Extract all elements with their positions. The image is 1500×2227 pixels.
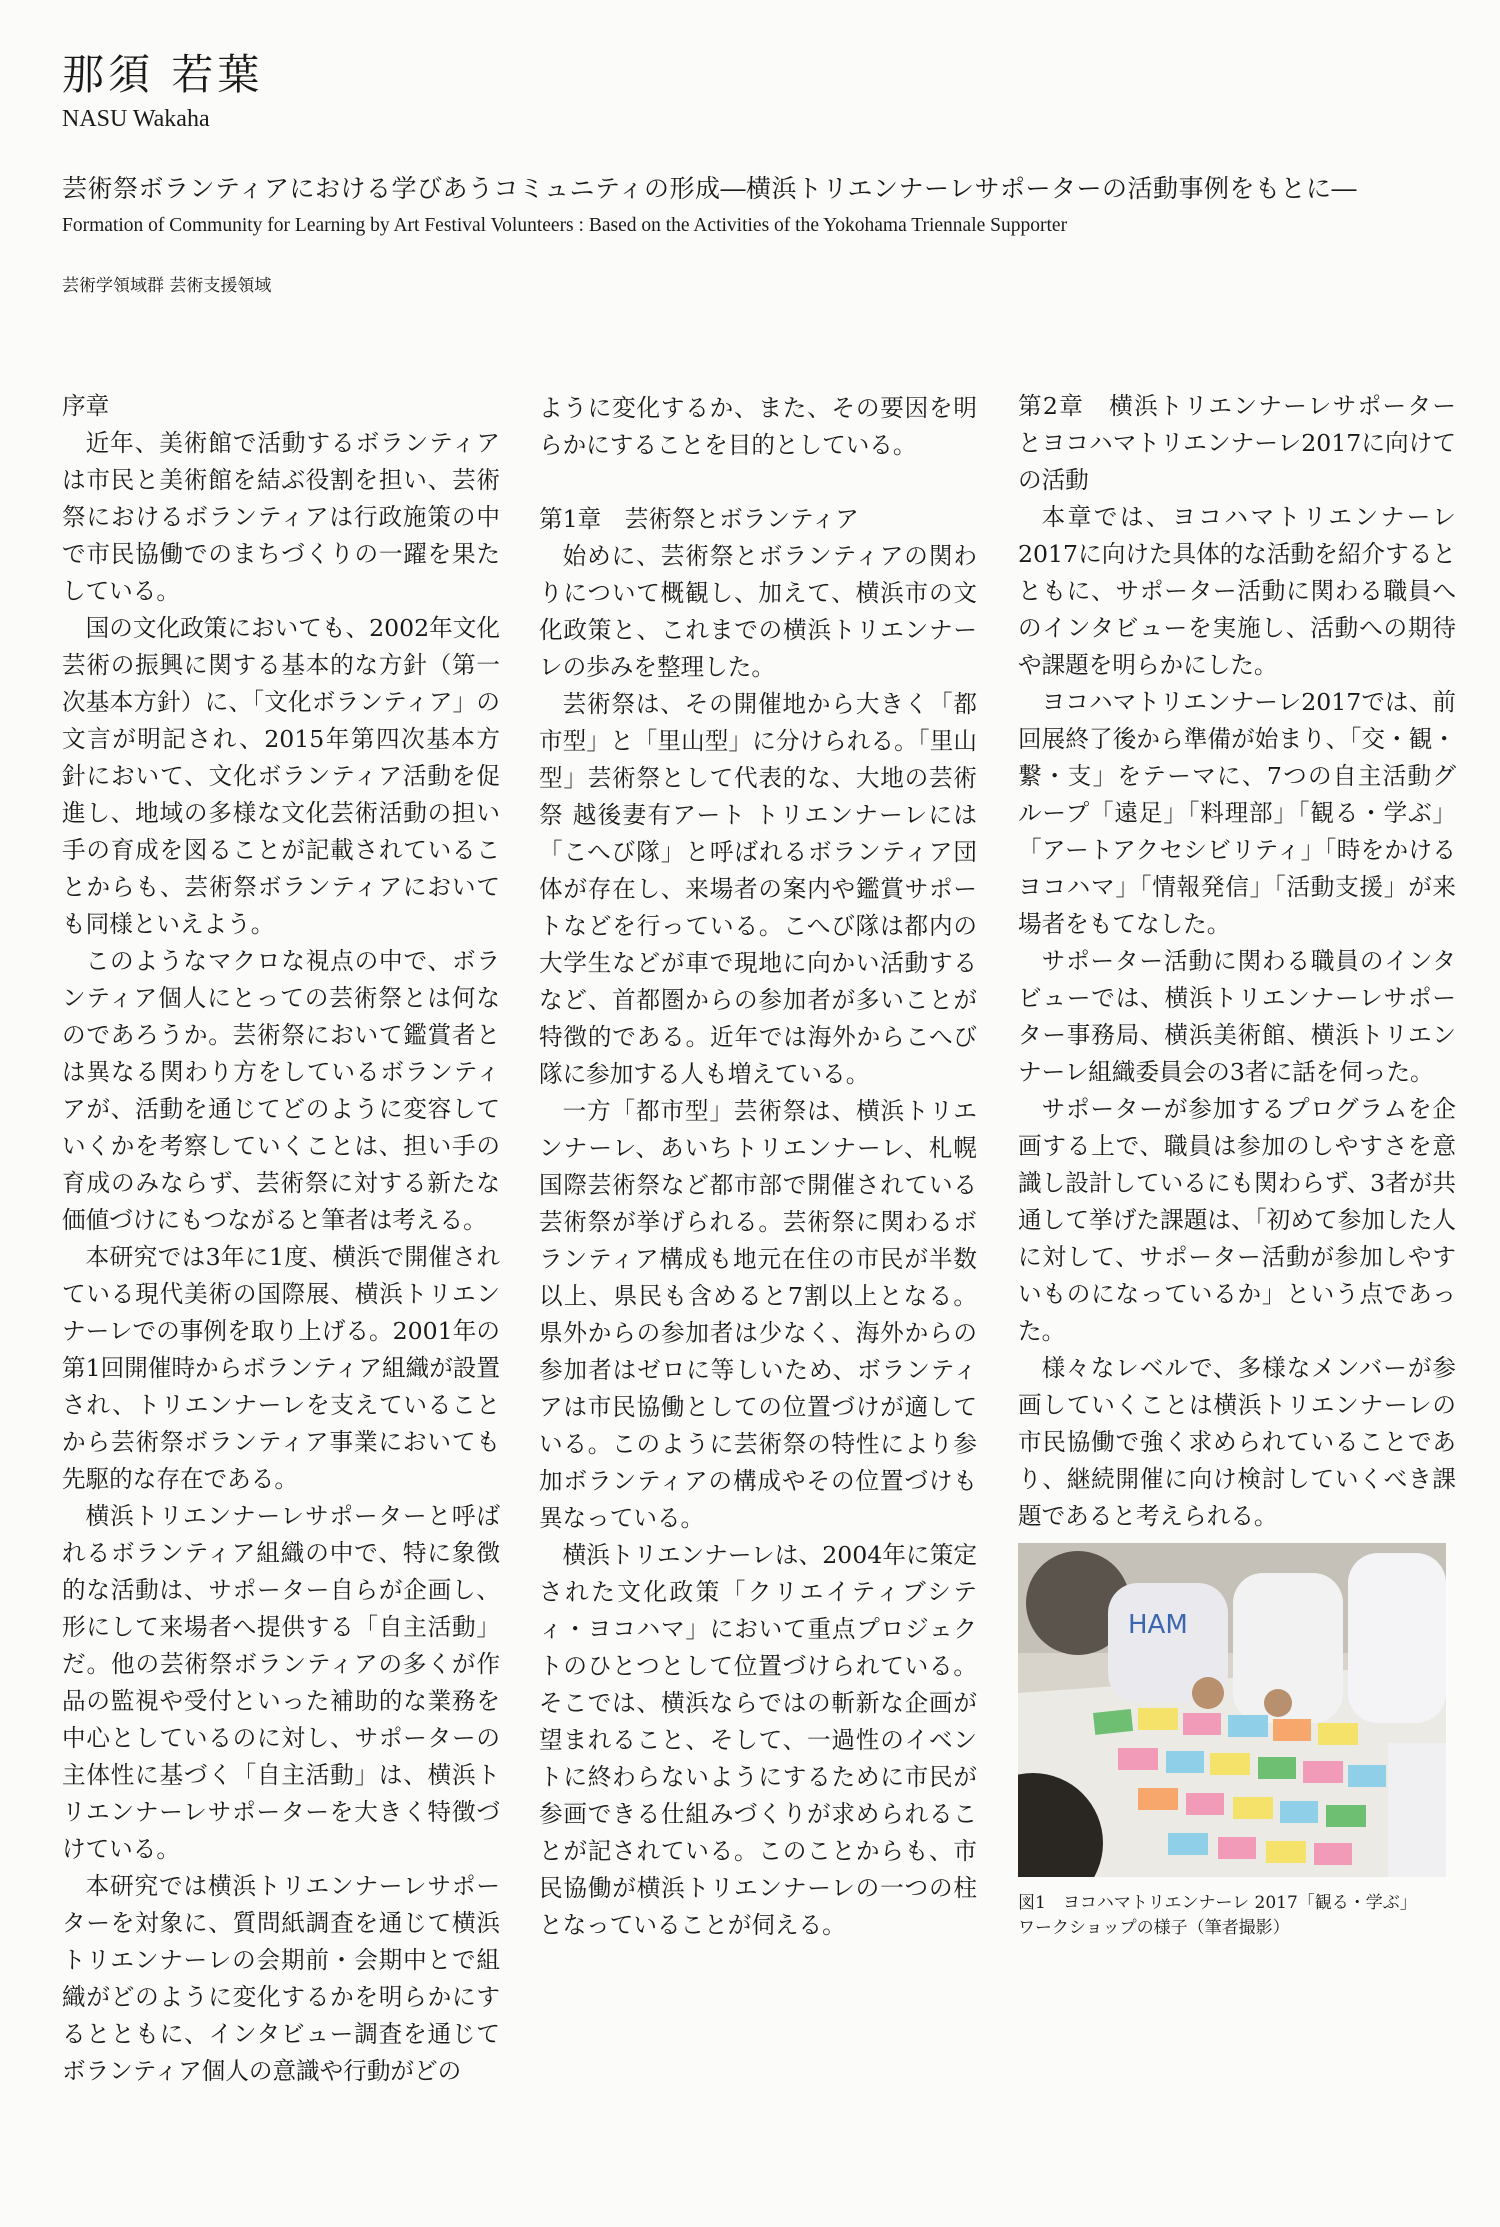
paragraph: 始めに、芸術祭とボランティアの関わりについて概観し、加えて、横浜市の文化政策と、これまでの横浜トリエンナーレの歩みを整理した。 [539, 542, 977, 681]
research-field: 芸術学領域群 芸術支援領域 [62, 276, 272, 297]
workshop-photo [1018, 1543, 1446, 1877]
column-1 [62, 388, 500, 2090]
section-heading-chapter-1: 第1章 芸術祭とボランティア [539, 505, 859, 533]
article-title-english: Formation of Community for Learning by Art Festival Volunteers : Based on the Activities of the Yokohama Triennale Supporter [62, 215, 1068, 237]
paragraph: 横浜トリエンナーレサポーターと呼ばれるボランティア組織の中で、特に象徴的な活動は、サポーター自らが企画し、形にして来場者へ提供する「自主活動」だ。他の芸術祭ボランティアの多くが作品の監視や受付といった補助的な業務を中心としているのに対し、サポーターの主体性に基づく「自主活動」は、横浜トリエンナーレサポーターを大きく特徴づけている。 [62, 1502, 500, 1863]
figure-caption [1018, 1891, 1456, 1941]
paragraph: このようなマクロな視点の中で、ボランティア個人にとっての芸術祭とは何なのであろうか。芸術祭において鑑賞者とは異なる関わり方をしているボランティアが、活動を通じてどのように変容していくかを考察していくことは、担い手の育成のみならず、芸術祭に対する新たな価値づけにもつながると筆者は考える。 [62, 947, 500, 1234]
spacer [539, 464, 977, 501]
paragraph: 本研究では3年に1度、横浜で開催されている現代美術の国際展、横浜トリエンナーレでの事例を取り上げる。2001年の第1回開催時からボランティア組織が設置され、トリエンナーレを支えていることから芸術祭ボランティア事業においても先駆的な存在である。 [62, 1243, 500, 1493]
article-title-japanese: 芸術祭ボランティアにおける学びあうコミュニティの形成―横浜トリエンナーレサポーターの活動事例をもとに― [62, 174, 1358, 204]
paragraph: 芸術祭は、その開催地から大きく「都市型」と「里山型」に分けられる。「里山型」芸術祭として代表的な、大地の芸術祭 越後妻有アート トリエンナーレには「こへび隊」と呼ばれるボランティア団体が存在し、来場者の案内や鑑賞サポートなどを行っている。こへび隊は都内の大学生などが車で現地に向かい活動するなど、首都圏からの参加者が多いことが特徴的である。近年では海外からこへび隊に参加する人も増えている。 [539, 690, 977, 1088]
paragraph: 近年、美術館で活動するボランティアは市民と美術館を結ぶ役割を担い、芸術祭におけるボランティアは行政施策の中で市民協働でのまちづくりの一躍を果たしている。 [62, 429, 500, 605]
section-heading-chapter-2: 第2章 横浜トリエンナーレサポーターとヨコハマトリエンナーレ2017に向けての活動 [1018, 392, 1456, 494]
paragraph: ヨコハマトリエンナーレ2017では、前回展終了後から準備が始まり、「交・観・繋・支」をテーマに、7つの自主活動グループ「遠足」「料理部」「観る・学ぶ」「アートアクセシビリティ」「時をかけるヨコハマ」「情報発信」「活動支援」が来場者をもてなした。 [1018, 688, 1456, 938]
paragraph: サポーターが参加するプログラムを企画する上で、職員は参加のしやすさを意識し設計しているにも関わらず、3者が共通して挙げた課題は、「初めて参加した人に対して、サポーター活動が参加しやすいものになっているか」という点であった。 [1018, 1095, 1456, 1345]
author-name-japanese: 那須 若葉 [62, 50, 264, 99]
author-name-english: NASU Wakaha [62, 106, 210, 133]
paragraph: 横浜トリエンナーレは、2004年に策定された文化政策「クリエイティブシティ・ヨコハマ」において重点プロジェクトのひとつとして位置づけられている。そこでは、横浜ならではの斬新な企画が望まれること、そして、一過性のイベントに終わらないようにするために市民が参画できる仕組みづくりが求められることが記されている。このことからも、市民協働が横浜トリエンナーレの一つの柱となっていることが伺える。 [539, 1541, 977, 1939]
paragraph-continued: ように変化するか、また、その要因を明らかにすることを目的としている。 [539, 394, 977, 459]
column-3 [1018, 388, 1456, 1941]
svg-text:HAM: HAM [1128, 1610, 1188, 1640]
figure-caption-line-1: 図1 ヨコハマトリエンナーレ 2017「観る・学ぶ」 [1018, 1893, 1417, 1913]
paragraph: 本章では、ヨコハマトリエンナーレ2017に向けた具体的な活動を紹介するとともに、サポーター活動に関わる職員へのインタビューを実施し、活動への期待や課題を明らかにした。 [1018, 503, 1456, 679]
section-heading-introduction: 序章 [62, 392, 110, 420]
paragraph: 様々なレベルで、多様なメンバーが参画していくことは横浜トリエンナーレの市民協働で強く求められていることであり、継続開催に向け検討していくべき課題であると考えられる。 [1018, 1354, 1456, 1530]
column-2 [539, 390, 977, 1944]
workshop-photo-illustration [1018, 1543, 1446, 1877]
paragraph: 国の文化政策においても、2002年文化芸術の振興に関する基本的な方針（第一次基本方針）に、「文化ボランティア」の文言が明記され、2015年第四次基本方針において、文化ボランティア活動を促進し、地域の多様な文化芸術活動の担い手の育成を図ることが記載されていることからも、芸術祭ボランティアにおいても同様といえよう。 [62, 614, 500, 938]
paragraph: 本研究では横浜トリエンナーレサポーターを対象に、質問紙調査を通じて横浜トリエンナーレの会期前・会期中とで組織がどのように変化するかを明らかにするとともに、インタビュー調査を通じてボランティア個人の意識や行動がどの [62, 1872, 500, 2085]
article-header [62, 52, 1442, 296]
paragraph: サポーター活動に関わる職員のインタビューでは、横浜トリエンナーレサポーター事務局、横浜美術館、横浜トリエンナーレ組織委員会の3者に話を伺った。 [1018, 947, 1456, 1086]
paragraph: 一方「都市型」芸術祭は、横浜トリエンナーレ、あいちトリエンナーレ、札幌国際芸術祭など都市部で開催されている芸術祭が挙げられる。芸術祭に関わるボランティア構成も地元在住の市民が半数以上、県民も含めると7割以上となる。県外からの参加者は少なく、海外からの参加者はゼロに等しいため、ボランティアは市民協働としての位置づけが適している。このように芸術祭の特性により参加ボランティアの構成やその位置づけも異なっている。 [539, 1097, 977, 1532]
figure-caption-line-2: ワークショップの様子（筆者撮影） [1018, 1918, 1290, 1938]
